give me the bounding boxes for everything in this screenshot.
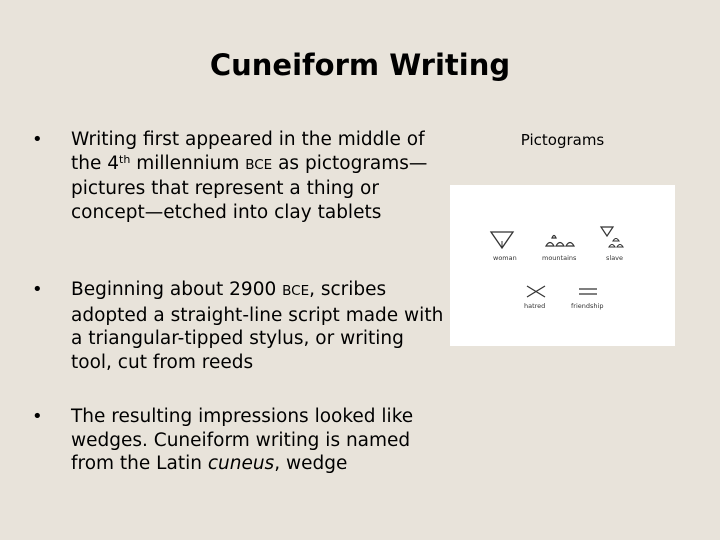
figure-caption: Pictograms [520,131,605,149]
woman-glyph [491,232,517,262]
bullet-text: millennium [130,152,246,174]
glyph-label: hatred [524,302,546,310]
bullet-item-2 [32,278,447,374]
bullet-text: Beginning about 2900 [71,279,283,300]
era-abbrev: BCE [282,283,310,299]
slave-glyph [601,227,623,262]
friendship-glyph [571,289,603,310]
glyph-label: slave [606,254,624,262]
era-abbrev: BCE [245,156,273,173]
bullet-item-3 [32,405,447,476]
superscript: th [119,152,131,166]
glyph-label: woman [493,254,517,262]
pictogram-svg [450,185,675,346]
mountains-glyph [542,236,577,263]
latin-term: cuneus [207,453,275,474]
bullet-text: , wedge [274,453,348,474]
bullet-marker: • [32,129,43,150]
glyph-label: friendship [571,302,604,310]
bullet-text: Writing first appeared in the middle of the 4 [71,129,425,174]
bullet-item-1 [32,128,447,224]
glyph-label: mountains [542,254,577,262]
bullet-text: , scribes adopted a straight-line script made with a triangular-tipped stylus, or writing tool, cut from reeds [71,279,444,373]
bullet-marker: • [32,279,43,300]
slide-title: Cuneiform Writing [209,48,511,82]
bullet-text: The resulting impressions looked like wedges. Cuneiform writing is named from the Latin [71,406,414,474]
hatred-glyph [524,286,545,310]
bullet-text: as pictograms—pictures that represent a thing or concept—etched into clay tablets [71,152,428,223]
pictogram-figure [450,185,675,346]
bullet-marker: • [32,406,43,427]
